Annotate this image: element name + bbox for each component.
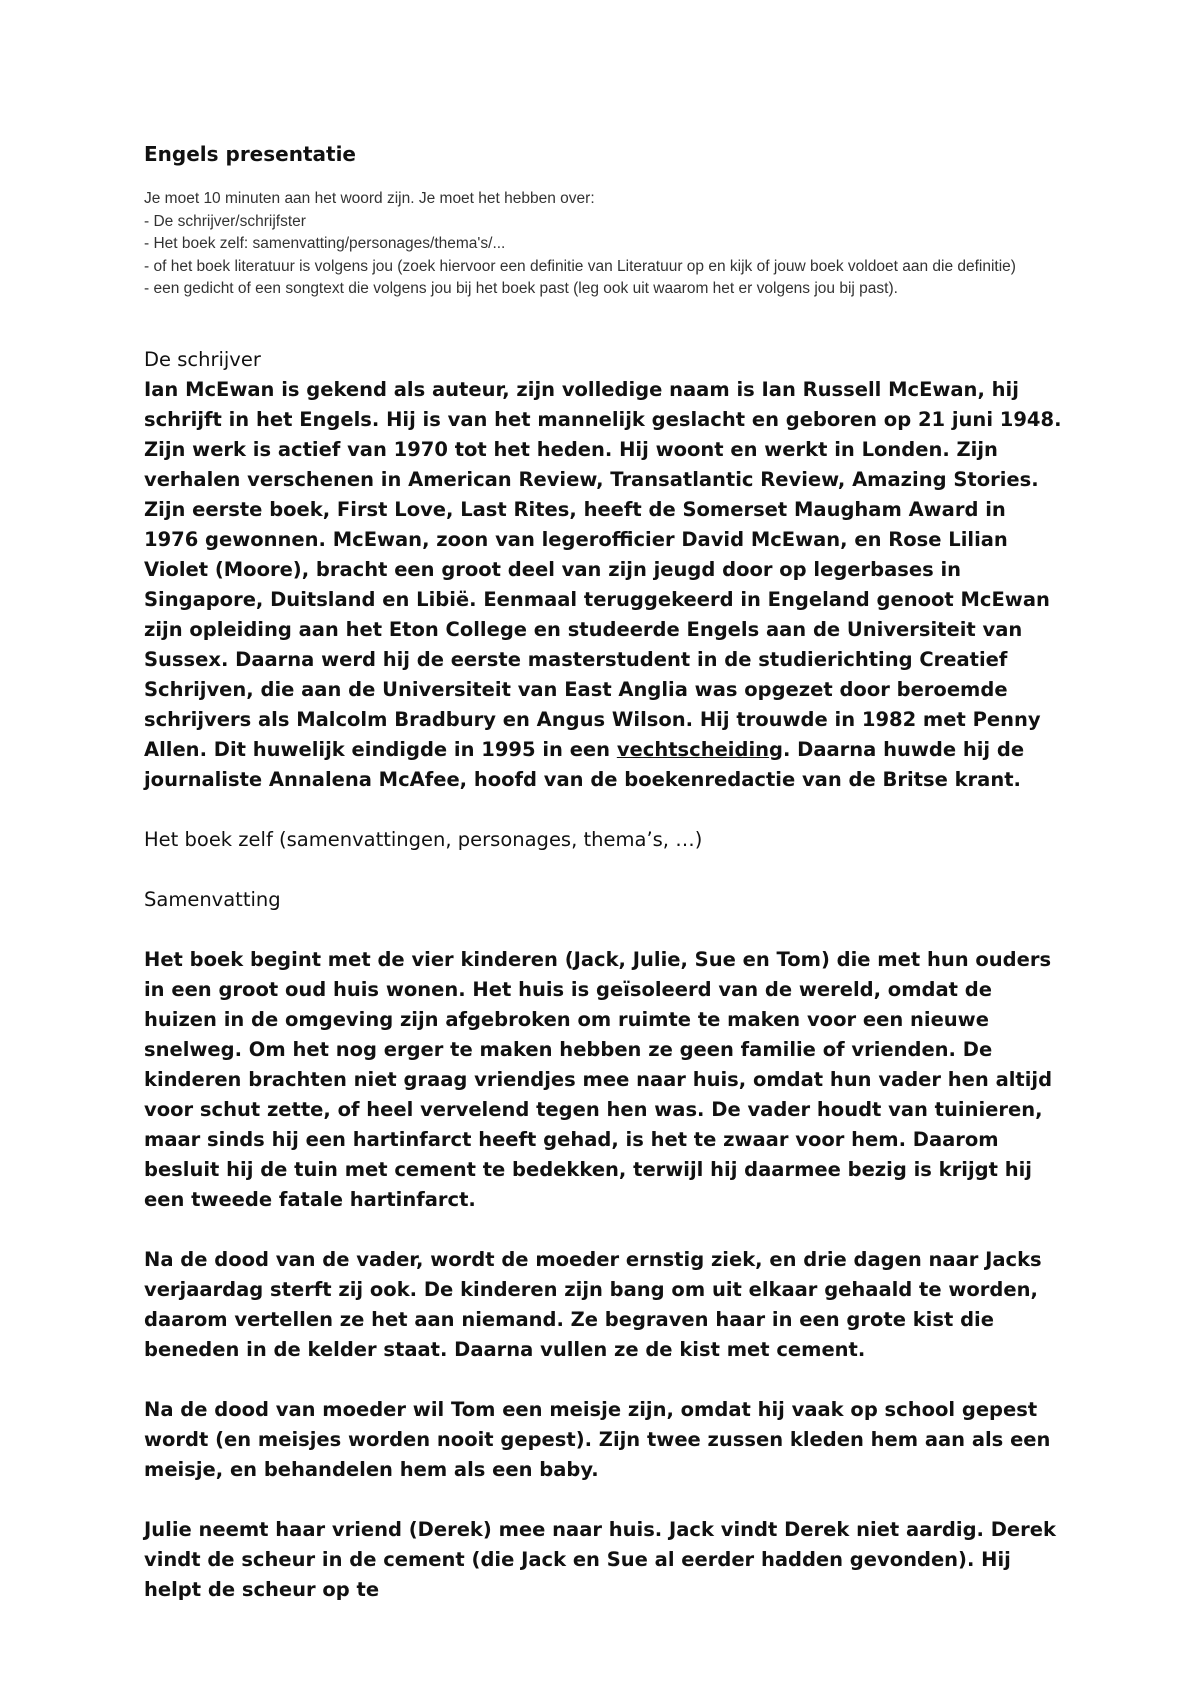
writer-paragraph — [144, 375, 1064, 795]
writer-heading: De schrijver — [144, 347, 261, 371]
summary-paragraph: Na de dood van moeder wil Tom een meisje zijn, omdat hij vaak op school gepest wordt (en meisjes worden nooit gepest). Zijn twee zussen kleden hem aan als een meisje, en behandelen hem als een baby. — [144, 1397, 1051, 1481]
summary-paragraph: Na de dood van de vader, wordt de moeder ernstig ziek, en drie dagen naar Jacks verjaardag sterft zij ook. De kinderen zijn bang om uit elkaar gehaald te worden, daarom vertellen ze het aan niemand. Ze begraven haar in een grote kist die beneden in de kelder staat. Daarna vullen ze de kist met cement. — [144, 1247, 1042, 1361]
document-title: Engels presentatie — [144, 142, 356, 166]
assignment-line: - of het boek literatuur is volgens jou (zoek hiervoor een definitie van Literatuur op en kijk of jouw boek voldoet aan die definitie) — [144, 257, 1016, 275]
assignment-instructions — [144, 188, 1064, 301]
summary-heading: Samenvatting — [144, 887, 281, 911]
writer-text-part: Ian McEwan is gekend als auteur, zijn volledige naam is Ian Russell McEwan, hij schrijft in het Engels. Hij is van het mannelijk geslacht en geboren op 21 juni 1948. Zijn werk is actief van 1970 tot het heden. Hij woont en werkt in Londen. Zijn verhalen verschenen in American Review, Transatlantic Review, Amazing Stories. Zijn eerste boek, First Love, Last Rites, heeft de Somerset Maugham Award in 1976 gewonnen. McEwan, zoon van legerofficier David McEwan, en Rose Lilian Violet (Moore), bracht een groot deel van zijn jeugd door op legerbases in Singapore, Duitsland en Libië. Eenmaal teruggekeerd in Engeland genoot McEwan zijn opleiding aan het Eton College en studeerde Engels aan de Universiteit van Sussex. Daarna werd hij de eerste masterstudent in de studierichting Creatief Schrijven, die aan de Universiteit van East Anglia was opgezet door beroemde schrijvers als Malcolm Bradbury en Angus Wilson. Hij trouwde in 1982 met Penny Allen. Dit huwelijk eindigde in 1995 in een — [144, 377, 1062, 761]
summary-paragraph: Julie neemt haar vriend (Derek) mee naar huis. Jack vindt Derek niet aardig. Derek vindt de scheur in de cement (die Jack en Sue al eerder hadden gevonden). Hij helpt de scheur op te — [144, 1517, 1056, 1601]
vechtscheiding-link[interactable]: vechtscheiding — [616, 737, 783, 761]
summary-paragraph: Het boek begint met de vier kinderen (Jack, Julie, Sue en Tom) die met hun ouders in een groot oud huis wonen. Het huis is geïsoleerd van de wereld, omdat de huizen in de omgeving zijn afgebroken om ruimte te maken voor een nieuwe snelweg. Om het nog erger te maken hebben ze geen familie of vrienden. De kinderen brachten niet graag vriendjes mee naar huis, omdat hun vader hen altijd voor schut zette, of heel vervelend tegen hen was. De vader houdt van tuinieren, maar sinds hij een hartinfarct heeft gehad, is het te zwaar voor hem. Daarom besluit hij de tuin met cement te bedekken, terwijl hij daarmee bezig is krijgt hij een tweede fatale hartinfarct. — [144, 947, 1053, 1211]
assignment-line: - De schrijver/schrijfster — [144, 212, 306, 230]
assignment-line: - een gedicht of een songtext die volgens jou bij het boek past (leg ook uit waarom het er volgens jou bij past). — [144, 280, 898, 297]
writer-text-part: . Daarna huwde hij de journaliste Annalena McAfee, hoofd van de boekenredactie van de Britse krant. — [144, 737, 1025, 791]
assignment-line: Je moet 10 minuten aan het woord zijn. Je moet het hebben over: — [144, 190, 595, 207]
document-page — [144, 140, 1064, 1605]
writer-section — [144, 345, 1064, 1605]
book-heading: Het boek zelf (samenvattingen, personages, thema’s, …) — [144, 827, 703, 851]
assignment-line: - Het boek zelf: samenvatting/personages/thema's/... — [144, 235, 506, 252]
